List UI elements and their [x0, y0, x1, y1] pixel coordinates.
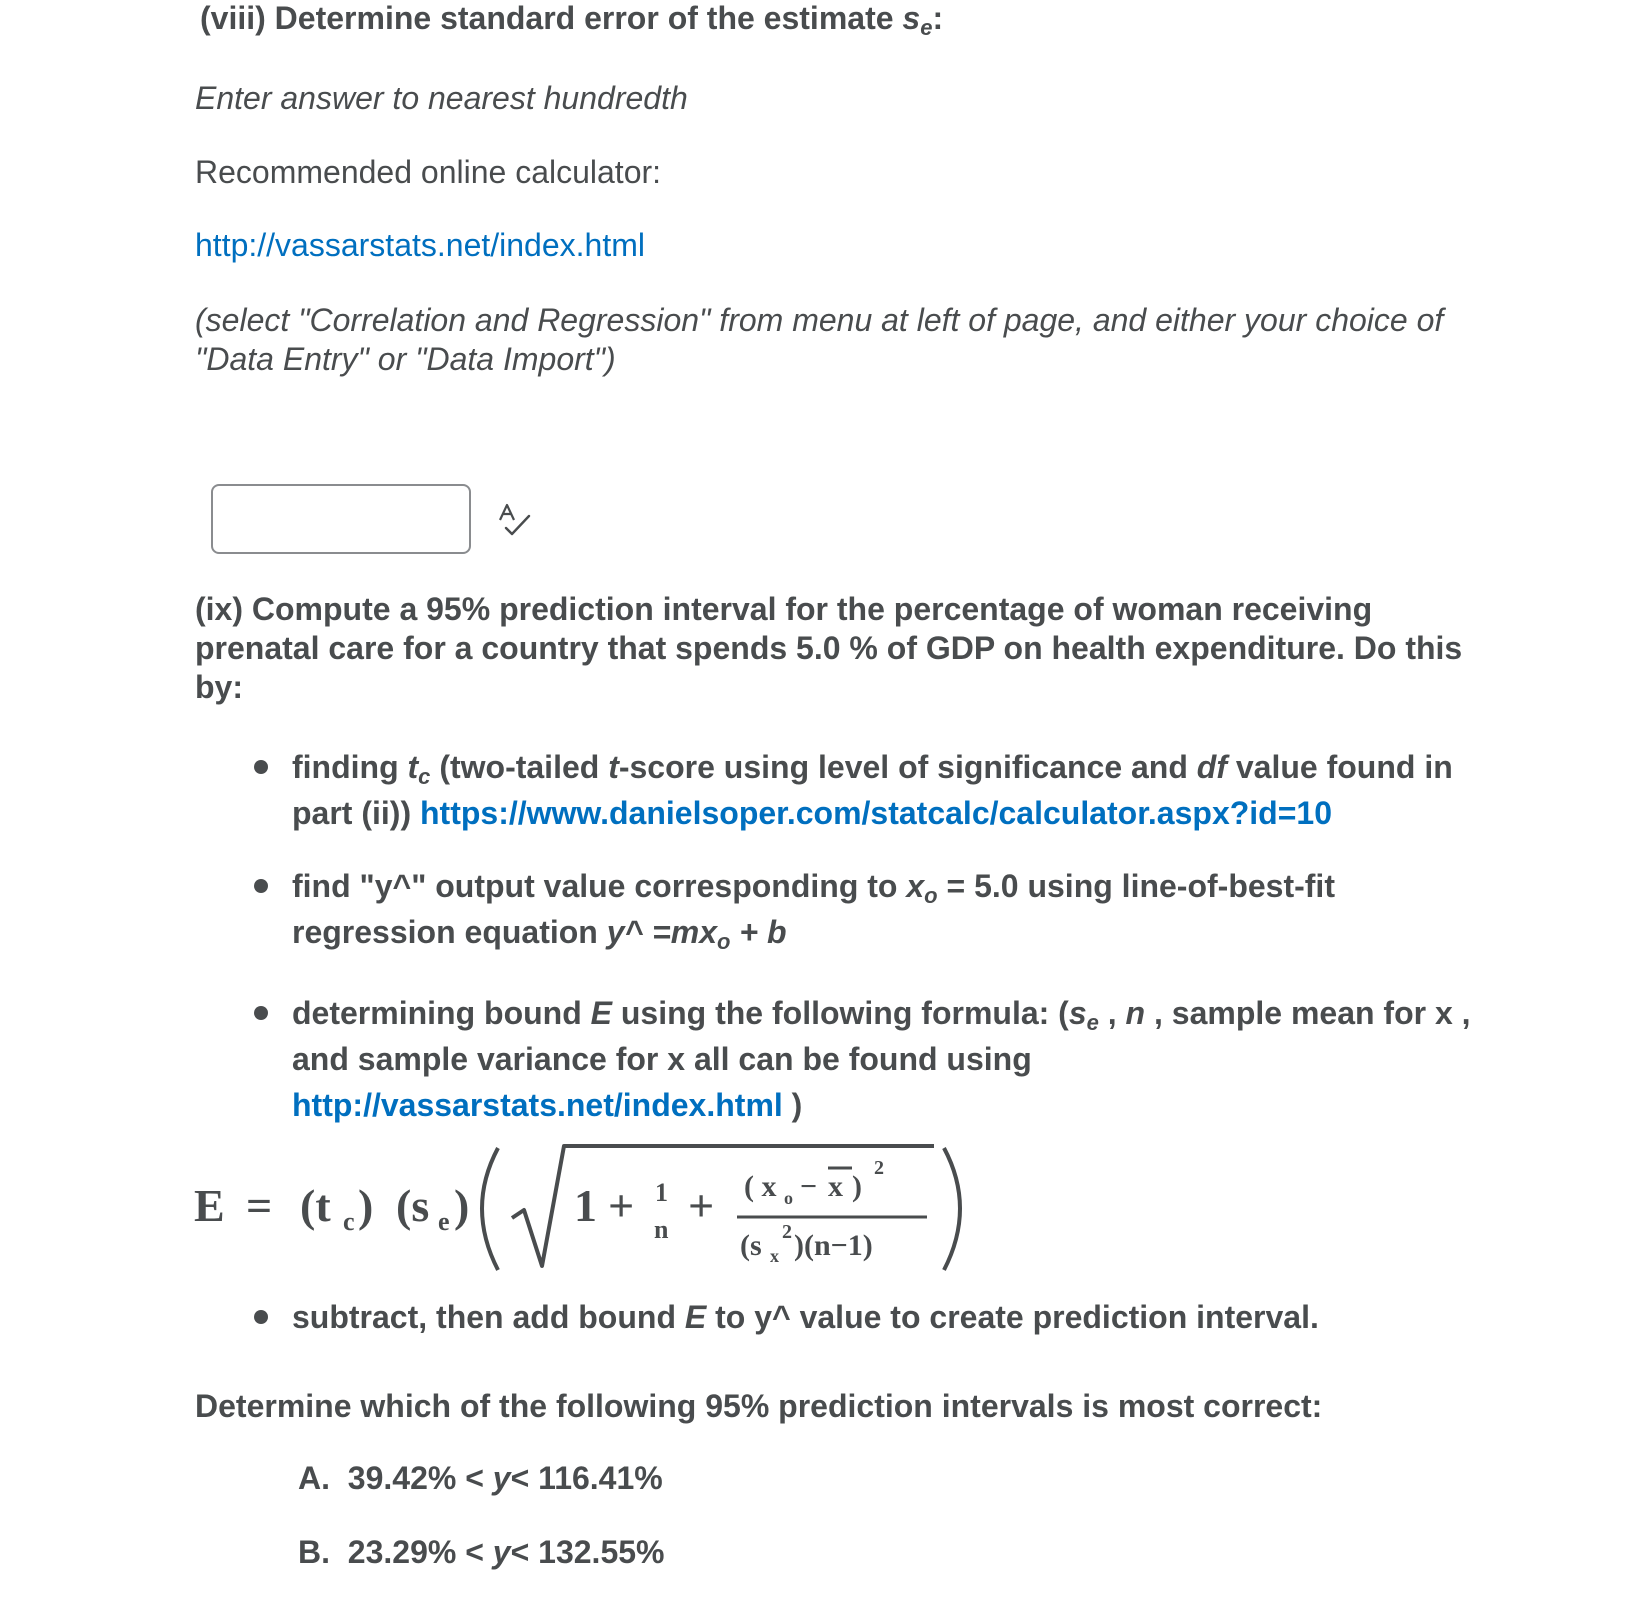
- answer-input[interactable]: [211, 484, 471, 554]
- formula-frac2-den-sub: x: [770, 1246, 779, 1266]
- formula-equals: =: [246, 1180, 273, 1231]
- bullet-icon: [254, 1310, 268, 1324]
- bullet-icon: [254, 1006, 268, 1020]
- formula-se-sub: e: [438, 1207, 450, 1236]
- formula-tc-close: ): [358, 1180, 374, 1231]
- formula-frac2-xsub: o: [784, 1188, 793, 1208]
- formula-frac2-den-rest: )(n−1): [794, 1229, 873, 1262]
- question-viii-title: (viii) Determine standard error of the estimate $s_e$:: [200, 0, 944, 40]
- formula-frac1-num: 1: [655, 1178, 668, 1207]
- formula-one: 1: [574, 1180, 597, 1231]
- choice-b[interactable]: B. 23.29% < y< 132.55%: [298, 1534, 665, 1570]
- prediction-bound-formula: [192, 1138, 1012, 1288]
- formula-frac2-pow: 2: [874, 1157, 884, 1179]
- instruction-text: Enter answer to nearest hundredth: [195, 80, 688, 116]
- vassarstats-link[interactable]: http://vassarstats.net/index.html: [195, 227, 645, 263]
- formula-frac2-xbar: x: [828, 1170, 843, 1203]
- question-ix-title: (ix) Compute a 95% prediction interval for the percentage of woman receiving prenatal care for a country that spends 5.0 % of GDP on health expenditure. Do this by:: [195, 591, 1463, 705]
- spellcheck-icon[interactable]: [497, 502, 531, 536]
- formula-plus-2: +: [688, 1180, 715, 1231]
- formula-frac1-den: n: [654, 1215, 669, 1244]
- formula-frac2-den-pow: 2: [782, 1221, 792, 1243]
- recommend-label: Recommended online calculator:: [195, 154, 662, 190]
- formula-tc-sub: c: [343, 1207, 355, 1236]
- formula-frac2-close: ): [852, 1170, 862, 1203]
- formula-frac2-x: ( x: [744, 1170, 777, 1203]
- choices-prompt: Determine which of the following 95% prediction intervals is most correct:: [195, 1388, 1323, 1424]
- choice-a[interactable]: A. 39.42% < y< 116.41%: [298, 1460, 663, 1496]
- formula-se-close: ): [454, 1180, 470, 1231]
- formula-tc: (t: [300, 1180, 331, 1231]
- formula-e: E: [194, 1180, 225, 1231]
- formula-plus-1: +: [608, 1180, 635, 1231]
- select-note: (select "Correlation and Regression" from menu at left of page, and either your choice of "Data Entry" or "Data Import"): [195, 302, 1444, 377]
- bullet-icon: [254, 760, 268, 774]
- vassarstats-link-2[interactable]: http://vassarstats.net/index.html: [292, 1087, 783, 1123]
- bullet-icon: [254, 879, 268, 893]
- formula-frac2-minus: −: [800, 1170, 818, 1203]
- formula-frac2-den-s: (s: [740, 1229, 762, 1262]
- formula-se: (s: [396, 1180, 430, 1231]
- danielsoper-link[interactable]: https://www.danielsoper.com/statcalc/calculator.aspx?id=10: [419, 795, 1332, 831]
